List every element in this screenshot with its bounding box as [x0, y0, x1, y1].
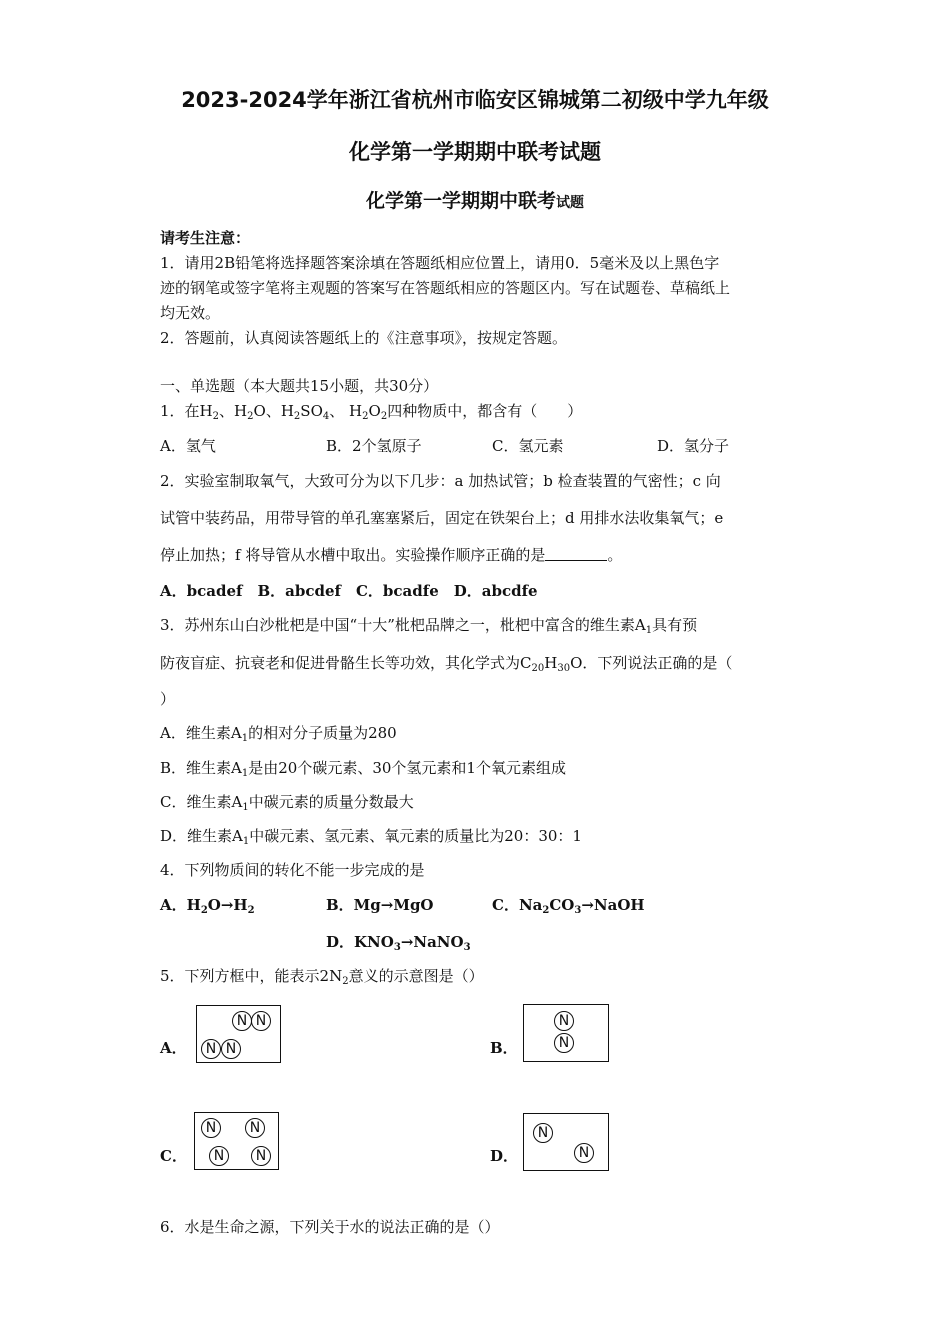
- question-1-option-c: C．氢元素: [492, 437, 564, 455]
- question-3-option-c: C．维生素$A_1$中碳元素的质量分数最大: [160, 793, 414, 813]
- question-5-option-a-label: A．: [160, 1039, 187, 1057]
- nitrogen-atom: N: [232, 1011, 252, 1031]
- question-3-option-a: A．维生素$A_1$的相对分子质量为280: [160, 724, 397, 744]
- question-1-option-b: B．2个氢原子: [326, 437, 422, 455]
- nitrogen-atom: N: [209, 1146, 229, 1166]
- question-2-line-1: 2．实验室制取氧气，大致可分为以下几步：a 加热试管；b 检查装置的气密性；c 向: [160, 472, 721, 490]
- question-3-option-b: B．维生素$A_1$是由20个碳元素、30个氢元素和1个氧元素组成: [160, 759, 566, 779]
- question-4-option-d: D．$KNO_3\to NaNO_3$: [326, 933, 471, 953]
- question-1-option-d: D．氢分子: [657, 437, 730, 455]
- nitrogen-atom: N: [554, 1011, 574, 1031]
- answer-blank: [545, 546, 607, 561]
- section-1-heading: 一、单选题（本大题共15小题，共30分）: [160, 377, 439, 395]
- question-5-option-b-label: B．: [490, 1039, 518, 1057]
- title-line-3-main: 化学第一学期期中联考: [365, 190, 556, 212]
- title-line-3-small: 试题: [556, 195, 584, 211]
- question-5-option-d-label: D．: [490, 1147, 519, 1165]
- question-3-option-d: D．维生素$A_1$中碳元素、氢元素、氧元素的质量比为20：30：1: [160, 827, 582, 847]
- question-4-option-a: A．$H_2O\to H_2$: [160, 896, 255, 916]
- notice-item-1-line-3: 均无效。: [160, 304, 221, 322]
- nitrogen-atom: N: [533, 1123, 553, 1143]
- question-1-stem: 1．在$H_2$、$H_2O$、$H_2SO_4$、 $H_2O_2$四种物质中，都含有（ ）: [160, 402, 583, 422]
- question-4-option-c: C．$Na_2CO_3\to NaOH$: [492, 896, 645, 916]
- question-2-line-3: 停止加热；f 将导管从水槽中取出。实验操作顺序正确的是 。: [160, 546, 623, 564]
- notice-heading: 请考生注意：: [160, 229, 251, 247]
- nitrogen-atom: N: [201, 1118, 221, 1138]
- nitrogen-atom: N: [245, 1118, 265, 1138]
- question-3-line-2: 防夜盲症、抗衰老和促进骨骼生长等功效，其化学式为$C_{20}H_{30}O$．下列说法正确的是（: [160, 654, 733, 674]
- question-3-line-3: ）: [160, 690, 176, 708]
- nitrogen-atom: N: [574, 1143, 594, 1163]
- question-5-diagram-b: [523, 1004, 609, 1062]
- question-3-line-1: 3．苏州东山白沙枇杷是中国“十大”枇杷品牌之一，枇杷中富含的维生素$A_1$具有预: [160, 616, 698, 636]
- notice-item-1-line-1: 1．请用2B铅笔将选择题答案涂填在答题纸相应位置上，请用0．5毫米及以上黑色字: [160, 254, 720, 272]
- question-5-option-c-label: C．: [160, 1147, 187, 1165]
- question-2-line-2: 试管中装药品，用带导管的单孔塞塞紧后，固定在铁架台上；d 用排水法收集氧气；e: [160, 509, 724, 527]
- nitrogen-atom: N: [221, 1039, 241, 1059]
- question-5-diagram-d: [523, 1113, 609, 1171]
- nitrogen-atom: N: [251, 1146, 271, 1166]
- nitrogen-atom: N: [201, 1039, 221, 1059]
- nitrogen-atom: N: [251, 1011, 271, 1031]
- notice-item-2: 2．答题前，认真阅读答题纸上的《注意事项》，按规定答题。: [160, 329, 568, 347]
- notice-item-1-line-2: 迹的钢笔或签字笔将主观题的答案写在答题纸相应的答题区内。写在试题卷、草稿纸上: [160, 279, 731, 297]
- title-line-2: 化学第一学期期中联考试题: [349, 140, 601, 164]
- question-4-stem: 4．下列物质间的转化不能一步完成的是: [160, 861, 425, 879]
- question-4-option-b: B．Mg→MgO: [326, 896, 434, 914]
- question-1-option-a: A．氢气: [160, 437, 216, 455]
- title-line-1: 2023-2024学年浙江省杭州市临安区锦城第二初级中学九年级: [181, 88, 769, 112]
- nitrogen-atom: N: [554, 1033, 574, 1053]
- question-5-diagram-a: [196, 1005, 281, 1063]
- title-line-3: [0, 187, 950, 217]
- question-5-stem: 5．下列方框中，能表示$2N_2$意义的示意图是（）: [160, 967, 484, 987]
- question-2-options: A．bcadef B．abcdef C．bcadfe D．abcdfe: [160, 582, 538, 600]
- question-6-stem: 6．水是生命之源，下列关于水的说法正确的是（）: [160, 1218, 500, 1236]
- question-5-diagram-c: [194, 1112, 279, 1170]
